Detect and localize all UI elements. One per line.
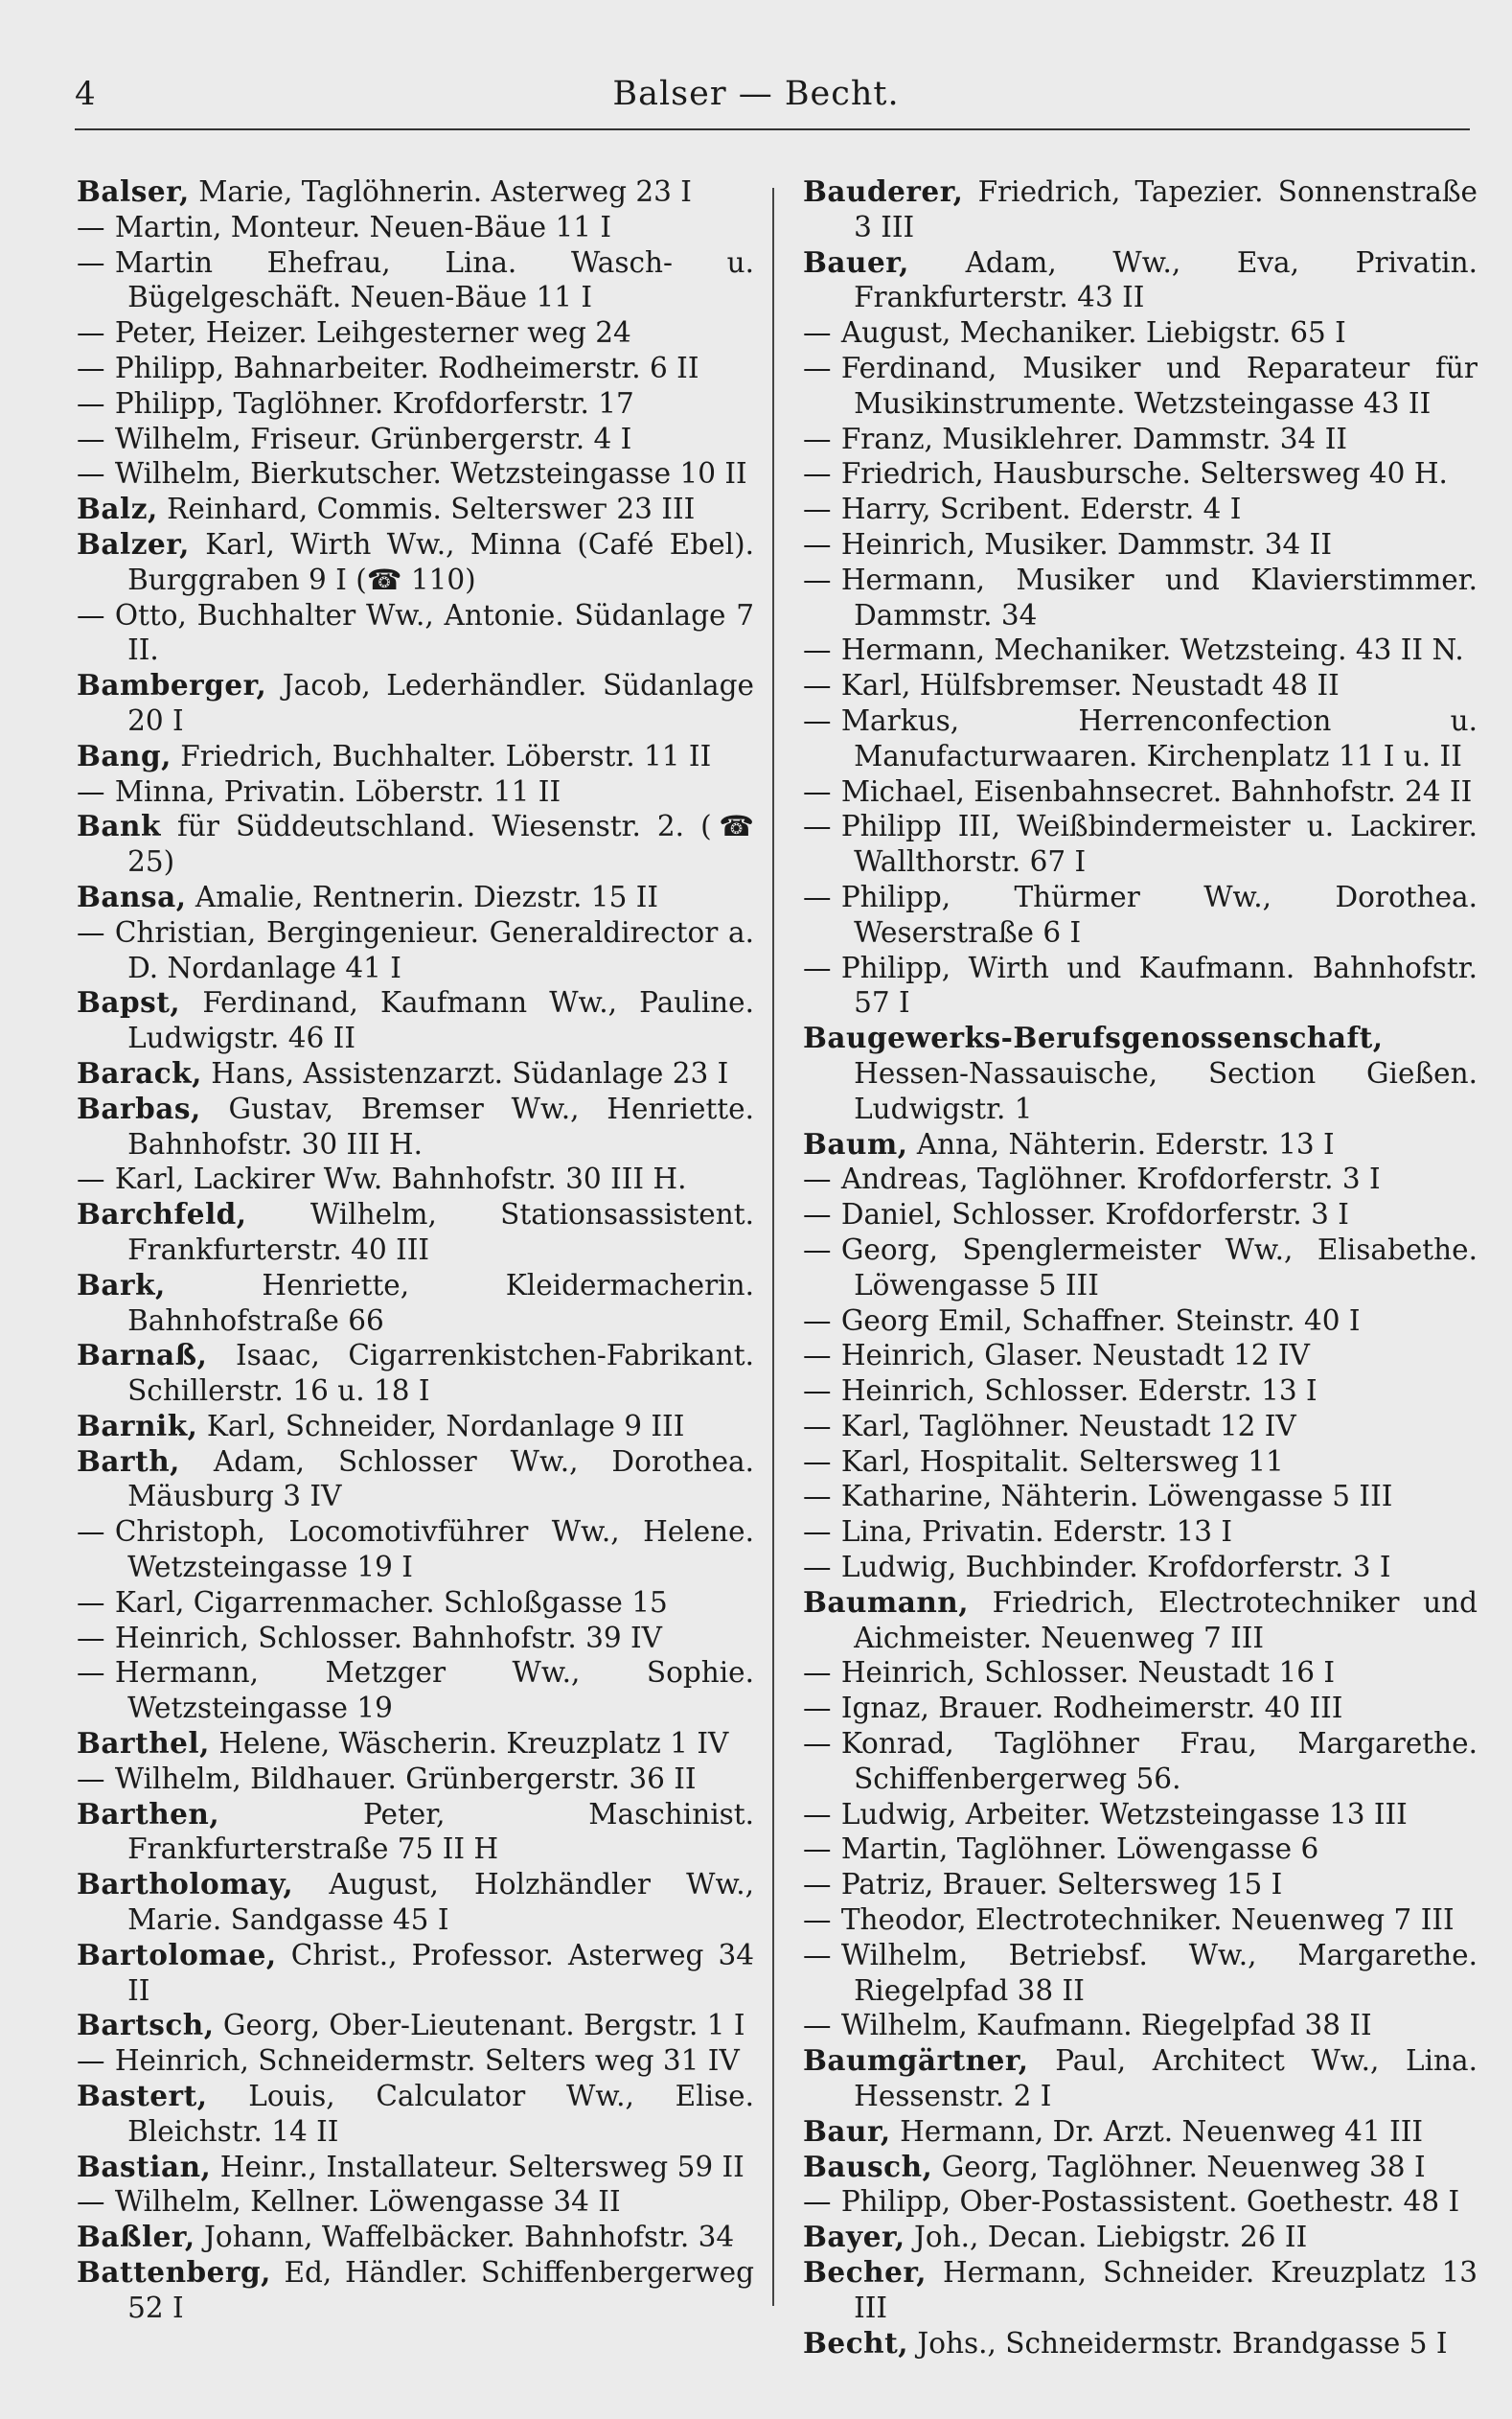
entry-text: für Süddeutschland. Wiesenstr. 2. (☎ 25) bbox=[127, 810, 754, 879]
entry-text: Karl, Schneider, Nordanlage 9 III bbox=[206, 1409, 685, 1442]
entry-text: Ferdinand, Musiker und Reparateur für Musikinstrumente. Wetzsteingasse 43 II bbox=[840, 351, 1478, 420]
directory-entry bbox=[803, 2184, 1478, 2220]
entry-surname: Bastert, bbox=[77, 2079, 208, 2113]
entry-text: Adam, Schlosser Ww., Dorothea. Mäusburg 3 IV bbox=[127, 1444, 754, 1513]
entry-text: Karl, Wirth Ww., Minna (Café Ebel). Burggraben 9 I (☎ 110) bbox=[127, 527, 754, 596]
entry-surname: Battenberg, bbox=[77, 2255, 271, 2290]
directory-entry bbox=[77, 174, 754, 210]
entry-dash: — bbox=[803, 810, 832, 843]
entry-dash: — bbox=[77, 457, 105, 491]
entry-surname: Becht, bbox=[803, 2325, 909, 2360]
entry-dash: — bbox=[77, 598, 105, 632]
directory-entry bbox=[803, 1691, 1478, 1726]
entry-text: Karl, Hülfsbremser. Neustadt 48 II bbox=[840, 669, 1340, 703]
directory-entry bbox=[803, 1409, 1478, 1444]
directory-entry bbox=[803, 1726, 1478, 1797]
entry-text: Philipp III, Weißbindermeister u. Lackirer. Wallthorstr. 67 I bbox=[840, 810, 1478, 879]
directory-entry bbox=[77, 1092, 754, 1163]
entry-dash: — bbox=[803, 493, 832, 526]
entry-text: Reinhard, Commis. Selterswег 23 III bbox=[167, 493, 696, 526]
directory-entry bbox=[803, 809, 1478, 880]
entry-surname: Baumgärtner, bbox=[803, 2043, 1029, 2078]
entry-dash: — bbox=[803, 1692, 832, 1725]
entry-dash: — bbox=[803, 316, 832, 350]
directory-entry bbox=[77, 1621, 754, 1656]
entry-dash: — bbox=[77, 210, 105, 243]
directory-entry bbox=[77, 1197, 754, 1268]
directory-entry bbox=[77, 1762, 754, 1797]
entry-text: Heinrich, Schneidermstr. Selters weg 31 IV bbox=[114, 2044, 740, 2078]
directory-entry bbox=[77, 915, 754, 986]
directory-entry bbox=[803, 1655, 1478, 1691]
entry-dash: — bbox=[77, 1585, 105, 1619]
entry-surname: Baur, bbox=[803, 2113, 891, 2148]
entry-dash: — bbox=[803, 1374, 832, 1408]
directory-entry bbox=[803, 527, 1478, 563]
entry-dash: — bbox=[803, 1409, 832, 1442]
entry-text: Philipp, Bahnarbeiter. Rodheimerstr. 6 II bbox=[114, 351, 699, 384]
directory-entry bbox=[77, 1268, 754, 1339]
entry-text: Johann, Waffelbäcker. Bahnhofstr. 34 bbox=[204, 2221, 735, 2254]
entry-text: Ferdinand, Kaufmann Ww., Pauline. Ludwigstr. 46 II bbox=[127, 986, 754, 1055]
entry-dash: — bbox=[803, 1797, 832, 1831]
entry-dash: — bbox=[77, 422, 105, 455]
entry-dash: — bbox=[803, 563, 832, 596]
entry-text: Philipp, Thürmer Ww., Dorothea. Weserstraße 6 I bbox=[840, 880, 1478, 949]
directory-entry bbox=[803, 703, 1478, 774]
entry-text: Ludwig, Arbeiter. Wetzsteingasse 13 III bbox=[840, 1797, 1408, 1831]
directory-entry bbox=[77, 1867, 754, 1938]
entry-text: Hermann, Schneider. Kreuzplatz 13 III bbox=[854, 2256, 1478, 2324]
directory-entry bbox=[77, 2220, 754, 2255]
directory-entry bbox=[77, 1726, 754, 1762]
entry-text: August, Mechaniker. Liebigstr. 65 I bbox=[840, 316, 1346, 350]
directory-entry bbox=[803, 315, 1478, 351]
entry-text: Wilhelm, Friseur. Grünbergerstr. 4 I bbox=[114, 422, 632, 455]
entry-surname: Bamberger, bbox=[77, 668, 267, 703]
directory-entry bbox=[77, 774, 754, 810]
entry-text: Wilhelm, Bierkutscher. Wetzsteingasse 10 II bbox=[114, 457, 747, 491]
entry-dash: — bbox=[77, 386, 105, 420]
directory-entry bbox=[803, 1867, 1478, 1902]
entry-text: Hermann, Dr. Arzt. Neuenweg 41 III bbox=[900, 2114, 1424, 2148]
entry-dash: — bbox=[77, 1515, 105, 1549]
entry-dash: — bbox=[803, 1656, 832, 1690]
directory-entry bbox=[77, 210, 754, 245]
entry-dash: — bbox=[803, 1233, 832, 1266]
entry-text: August, Holzhändler Ww., Marie. Sandgasse 45 I bbox=[127, 1868, 754, 1937]
entry-surname: Bansa, bbox=[77, 879, 187, 913]
directory-entry bbox=[77, 527, 754, 598]
entry-dash: — bbox=[77, 351, 105, 384]
entry-text: Hermann, Musiker und Klavierstimmer. Dammstr. 34 bbox=[840, 563, 1478, 632]
entry-dash: — bbox=[77, 2185, 105, 2219]
entry-text: Christ., Professor. Asterweg 34 II bbox=[127, 1938, 754, 2007]
entry-text: Karl, Cigarrenmacher. Schloßgasse 15 bbox=[114, 1585, 668, 1619]
directory-entry bbox=[803, 1197, 1478, 1233]
entry-dash: — bbox=[803, 703, 832, 737]
directory-entry bbox=[77, 2043, 754, 2079]
entry-dash: — bbox=[803, 669, 832, 703]
entry-surname: Barchfeld, bbox=[77, 1197, 247, 1232]
entry-dash: — bbox=[803, 422, 832, 455]
entry-surname: Barnaß, bbox=[77, 1338, 208, 1372]
directory-entry bbox=[803, 1338, 1478, 1373]
directory-entry bbox=[77, 456, 754, 492]
entry-text: Friedrich, Tapezier. Sonnenstraße 3 III bbox=[854, 175, 1478, 243]
entry-surname: Balzer, bbox=[77, 526, 190, 561]
directory-entry bbox=[803, 2220, 1478, 2255]
entry-text: Martin, Taglöhner. Löwengasse 6 bbox=[840, 1832, 1319, 1866]
directory-entry bbox=[803, 1479, 1478, 1514]
entry-text: Heinrich, Schlosser. Neustadt 16 I bbox=[840, 1656, 1336, 1690]
directory-entry bbox=[803, 1162, 1478, 1197]
directory-entry bbox=[803, 951, 1478, 1022]
entry-text: Wilhelm, Kellner. Löwengasse 34 II bbox=[114, 2185, 621, 2219]
entry-dash: — bbox=[803, 1868, 832, 1901]
entry-text: Ludwig, Buchbinder. Krofdorferstr. 3 I bbox=[840, 1551, 1391, 1584]
entry-text: Philipp, Taglöhner. Krofdorferstr. 17 bbox=[114, 386, 634, 420]
entry-text: Michael, Eisenbahnsecret. Bahnhofstr. 24 II bbox=[840, 774, 1473, 808]
entry-text: Helene, Wäscherin. Kreuzplatz 1 IV bbox=[218, 1727, 729, 1761]
entry-text: Georg, Ober-Lieutenant. Bergstr. 1 I bbox=[222, 2009, 745, 2042]
column-divider bbox=[772, 188, 774, 2306]
entry-dash: — bbox=[77, 2044, 105, 2078]
entry-text: Louis, Calculator Ww., Elise. Bleichstr. 14 II bbox=[127, 2080, 754, 2148]
entry-surname: Bark, bbox=[77, 1267, 166, 1302]
directory-entry bbox=[803, 880, 1478, 951]
entry-text: Markus, Herrenconfection u. Manufacturwaaren. Kirchenplatz 11 I u. II bbox=[840, 703, 1478, 772]
entry-dash: — bbox=[77, 245, 105, 279]
entry-dash: — bbox=[803, 527, 832, 561]
entry-text: Anna, Nähterin. Ederstr. 13 I bbox=[916, 1127, 1335, 1161]
entry-text: Franz, Musiklehrer. Dammstr. 34 II bbox=[840, 422, 1348, 455]
entry-text: Friedrich, Hausbursche. Seltersweg 40 H. bbox=[840, 457, 1448, 491]
entry-surname: Barnik, bbox=[77, 1408, 198, 1442]
entry-text: Patriz, Brauer. Seltersweg 15 I bbox=[840, 1868, 1283, 1901]
entry-dash: — bbox=[803, 1339, 832, 1372]
entry-dash: — bbox=[803, 1198, 832, 1232]
directory-entry bbox=[77, 1409, 754, 1444]
entry-dash: — bbox=[77, 1163, 105, 1196]
entry-surname: Becher, bbox=[803, 2255, 928, 2290]
entry-text: Joh., Decan. Liebigstr. 26 II bbox=[914, 2221, 1308, 2254]
entry-surname: Bastian, bbox=[77, 2149, 212, 2183]
directory-entry bbox=[803, 2008, 1478, 2043]
directory-entry bbox=[77, 880, 754, 915]
page-number: 4 bbox=[75, 75, 96, 113]
directory-entry bbox=[803, 456, 1478, 492]
entry-text: Minna, Privatin. Löberstr. 11 II bbox=[114, 774, 561, 808]
directory-entry bbox=[77, 2008, 754, 2043]
entry-text: Wilhelm, Betriebsf. Ww., Margarethe. Riegelpfad 38 II bbox=[840, 1938, 1478, 2007]
directory-entry bbox=[803, 2114, 1478, 2150]
right-column bbox=[803, 174, 1478, 2361]
entry-text: Marie, Taglöhnerin. Asterweg 23 I bbox=[198, 175, 692, 208]
entry-surname: Balser, bbox=[77, 174, 190, 208]
entry-dash: — bbox=[77, 1621, 105, 1654]
directory-entry bbox=[803, 563, 1478, 634]
directory-entry bbox=[77, 1514, 754, 1585]
directory-entry bbox=[77, 809, 754, 880]
directory-entry bbox=[803, 1373, 1478, 1409]
entry-text: Wilhelm, Kaufmann. Riegelpfad 38 II bbox=[840, 2009, 1372, 2042]
entry-text: Philipp, Ober-Postassistent. Goethestr. 48 I bbox=[840, 2185, 1460, 2219]
entry-dash: — bbox=[803, 1515, 832, 1549]
entry-surname: Bank bbox=[77, 809, 161, 843]
directory-entry bbox=[77, 1338, 754, 1409]
entry-surname: Bausch, bbox=[803, 2149, 933, 2183]
directory-entry bbox=[77, 351, 754, 386]
directory-entry bbox=[803, 174, 1478, 245]
entry-text: Lina, Privatin. Ederstr. 13 I bbox=[840, 1515, 1233, 1549]
entry-surname: Baugewerks-Berufsgenossenschaft, bbox=[803, 1021, 1384, 1055]
entry-dash: — bbox=[803, 1903, 832, 1937]
entry-dash: — bbox=[803, 2009, 832, 2042]
entry-text: Hermann, Metzger Ww., Sophie. Wetzsteingasse 19 bbox=[114, 1656, 754, 1725]
entry-surname: Bauderer, bbox=[803, 174, 964, 208]
entry-text: Karl, Hospitalit. Seltersweg 11 bbox=[840, 1444, 1284, 1478]
entry-surname: Barthel, bbox=[77, 1726, 210, 1761]
running-head: Balser — Becht. bbox=[612, 75, 900, 113]
entry-text: Georg Emil, Schaffner. Steinstr. 40 I bbox=[840, 1303, 1361, 1337]
entry-dash: — bbox=[77, 1656, 105, 1690]
directory-entry bbox=[803, 1938, 1478, 2009]
directory-entry bbox=[803, 1832, 1478, 1867]
entry-surname: Baum, bbox=[803, 1126, 908, 1161]
directory-entry bbox=[77, 1056, 754, 1092]
entry-dash: — bbox=[803, 880, 832, 913]
entry-surname: Baumann, bbox=[803, 1584, 969, 1619]
entry-text: Andreas, Taglöhner. Krofdorferstr. 3 I bbox=[840, 1163, 1381, 1196]
entry-surname: Barack, bbox=[77, 1055, 202, 1090]
entry-surname: Barthen, bbox=[77, 1796, 220, 1831]
directory-entry bbox=[803, 1550, 1478, 1585]
entry-text: Ignaz, Brauer. Rodheimerstr. 40 III bbox=[840, 1692, 1343, 1725]
directory-entry bbox=[77, 985, 754, 1056]
entry-dash: — bbox=[803, 1163, 832, 1196]
entry-text: Friedrich, Electrotechniker und Aichmeister. Neuenweg 7 III bbox=[854, 1585, 1478, 1654]
entry-surname: Bang, bbox=[77, 738, 172, 772]
entry-dash: — bbox=[803, 1303, 832, 1337]
entry-text: Hans, Assistenzarzt. Südanlage 23 I bbox=[211, 1056, 729, 1090]
directory-entry bbox=[77, 492, 754, 527]
directory-entry bbox=[803, 1797, 1478, 1832]
directory-entry bbox=[803, 1303, 1478, 1339]
entry-text: Otto, Buchhalter Ww., Antonie. Südanlage 7 II. bbox=[114, 598, 754, 667]
entry-text: Daniel, Schlosser. Krofdorferstr. 3 I bbox=[840, 1198, 1349, 1232]
entry-text: Konrad, Taglöhner Frau, Margarethe. Schiffenbergerweg 56. bbox=[840, 1727, 1478, 1795]
directory-entry bbox=[803, 633, 1478, 668]
directory-entry bbox=[77, 1162, 754, 1197]
entry-text: Katharine, Nähterin. Löwengasse 5 III bbox=[840, 1480, 1393, 1513]
left-column bbox=[77, 174, 754, 2326]
entry-text: Friedrich, Buchhalter. Löberstr. 11 II bbox=[180, 739, 712, 772]
entry-dash: — bbox=[803, 457, 832, 491]
directory-entry bbox=[77, 386, 754, 422]
directory-entry bbox=[77, 315, 754, 351]
entry-text: Heinrich, Schlosser. Ederstr. 13 I bbox=[840, 1374, 1317, 1408]
entry-text: Peter, Maschinist. Frankfurterstraße 75 II H bbox=[127, 1797, 754, 1866]
entry-text: Wilhelm, Stationsassistent. Frankfurterstr. 40 III bbox=[127, 1198, 754, 1266]
header-rule bbox=[75, 128, 1470, 130]
entry-text: Philipp, Wirth und Kaufmann. Bahnhofstr. 57 I bbox=[840, 951, 1478, 1020]
entry-surname: Bapst, bbox=[77, 985, 181, 1020]
entry-surname: Bartsch, bbox=[77, 2008, 215, 2042]
directory-entry bbox=[803, 1514, 1478, 1550]
entry-text: Gustav, Bremser Ww., Henriette. Bahnhofstr. 30 III H. bbox=[127, 1092, 754, 1161]
directory-entry bbox=[803, 1127, 1478, 1163]
entry-surname: Bartolomae, bbox=[77, 1937, 277, 1971]
entry-dash: — bbox=[803, 2185, 832, 2219]
entry-text: Wilhelm, Bildhauer. Grünbergerstr. 36 II bbox=[114, 1762, 697, 1795]
entry-surname: Bartholomay, bbox=[77, 1867, 294, 1901]
directory-entry bbox=[803, 2255, 1478, 2326]
directory-entry bbox=[803, 2150, 1478, 2185]
entry-text: Martin Ehefrau, Lina. Wasch- u. Bügelgeschäft. Neuen-Bäue 11 I bbox=[114, 245, 754, 314]
directory-entry bbox=[77, 739, 754, 774]
directory-entry bbox=[77, 598, 754, 669]
entry-text: Amalie, Rentnerin. Diezstr. 15 II bbox=[195, 880, 659, 913]
directory-entry bbox=[77, 422, 754, 457]
entry-surname: Baßler, bbox=[77, 2220, 195, 2254]
entry-dash: — bbox=[803, 1727, 832, 1761]
directory-entry bbox=[77, 2255, 754, 2326]
directory-entry bbox=[77, 1444, 754, 1515]
directory-entry bbox=[803, 1585, 1478, 1656]
entry-text: Johs., Schneidermstr. Brandgasse 5 I bbox=[917, 2326, 1448, 2360]
entry-surname: Balz, bbox=[77, 492, 158, 526]
entry-dash: — bbox=[77, 1762, 105, 1795]
entry-dash: — bbox=[803, 774, 832, 808]
entry-text: Ed, Händler. Schiffenbergerweg 52 I bbox=[127, 2256, 754, 2324]
entry-text: Heinrich, Musiker. Dammstr. 34 II bbox=[840, 527, 1332, 561]
directory-entry bbox=[803, 2326, 1478, 2361]
directory-entry bbox=[77, 2184, 754, 2220]
directory-entry bbox=[803, 668, 1478, 703]
entry-text: Georg, Taglöhner. Neuenweg 38 I bbox=[941, 2150, 1426, 2183]
directory-entry bbox=[77, 1585, 754, 1621]
entry-surname: Bauer, bbox=[803, 244, 909, 279]
directory-entry bbox=[803, 492, 1478, 527]
directory-entry bbox=[77, 2079, 754, 2150]
entry-dash: — bbox=[803, 1832, 832, 1866]
directory-entry bbox=[803, 1021, 1478, 1126]
entry-text: Harry, Scribent. Ederstr. 4 I bbox=[840, 493, 1242, 526]
entry-text: Heinrich, Schlosser. Bahnhofstr. 39 IV bbox=[114, 1621, 662, 1654]
entry-text: Henriette, Kleidermacherin. Bahnhofstraße 66 bbox=[127, 1268, 754, 1337]
entry-text: Peter, Heizer. Leihgesterner weg 24 bbox=[114, 316, 631, 350]
entry-text: Isaac, Cigarrenkistchen-Fabrikant. Schillerstr. 16 u. 18 I bbox=[127, 1339, 754, 1408]
directory-entry bbox=[77, 2150, 754, 2185]
directory-entry bbox=[803, 1902, 1478, 1938]
entry-text: Adam, Ww., Eva, Privatin. Frankfurterstr. 43 II bbox=[854, 245, 1478, 314]
directory-entry bbox=[77, 245, 754, 316]
entry-text: Hermann, Mechaniker. Wetzsteing. 43 II N. bbox=[840, 634, 1464, 667]
directory-entry bbox=[803, 422, 1478, 457]
entry-dash: — bbox=[803, 951, 832, 984]
entry-text: Theodor, Electrotechniker. Neuenweg 7 III bbox=[840, 1903, 1455, 1937]
entry-dash: — bbox=[803, 1480, 832, 1513]
directory-entry bbox=[803, 1444, 1478, 1480]
entry-text: Hessen-Nassauische, Section Gießen. Ludwigstr. 1 bbox=[854, 1056, 1478, 1125]
entry-dash: — bbox=[803, 1551, 832, 1584]
entry-dash: — bbox=[77, 316, 105, 350]
entry-text: Christoph, Locomotivführer Ww., Helene. Wetzsteingasse 19 I bbox=[114, 1515, 754, 1584]
directory-entry bbox=[803, 351, 1478, 422]
directory-entry bbox=[77, 1938, 754, 2009]
entry-text: Christian, Bergingenieur. Generaldirector a. D. Nordanlage 41 I bbox=[114, 915, 754, 984]
entry-text: Heinrich, Glaser. Neustadt 12 IV bbox=[840, 1339, 1310, 1372]
entry-dash: — bbox=[77, 774, 105, 808]
directory-entry bbox=[77, 668, 754, 739]
directory-entry bbox=[77, 1655, 754, 1726]
directory-entry bbox=[803, 245, 1478, 316]
entry-dash: — bbox=[77, 915, 105, 949]
entry-text: Martin, Monteur. Neuen-Bäue 11 I bbox=[114, 210, 612, 243]
entry-surname: Bayer, bbox=[803, 2220, 905, 2254]
entry-dash: — bbox=[803, 634, 832, 667]
entry-dash: — bbox=[803, 351, 832, 384]
directory-entry bbox=[803, 774, 1478, 810]
entry-surname: Barbas, bbox=[77, 1091, 201, 1125]
entry-text: Georg, Spenglermeister Ww., Elisabethe. Löwengasse 5 III bbox=[840, 1233, 1478, 1302]
entry-text: Heinr., Installateur. Seltersweg 59 II bbox=[219, 2150, 745, 2183]
entry-surname: Barth, bbox=[77, 1443, 180, 1478]
entry-text: Paul, Architect Ww., Lina. Hessenstr. 2 I bbox=[854, 2044, 1478, 2113]
directory-entry bbox=[77, 1797, 754, 1868]
entry-text: Karl, Taglöhner. Neustadt 12 IV bbox=[840, 1409, 1296, 1442]
directory-entry bbox=[803, 2043, 1478, 2114]
entry-text: Karl, Lackirer Ww. Bahnhofstr. 30 III H. bbox=[114, 1163, 687, 1196]
directory-entry bbox=[803, 1233, 1478, 1303]
entry-text: Jacob, Lederhändler. Südanlage 20 I bbox=[127, 669, 754, 737]
entry-dash: — bbox=[803, 1444, 832, 1478]
entry-dash: — bbox=[803, 1938, 832, 1971]
